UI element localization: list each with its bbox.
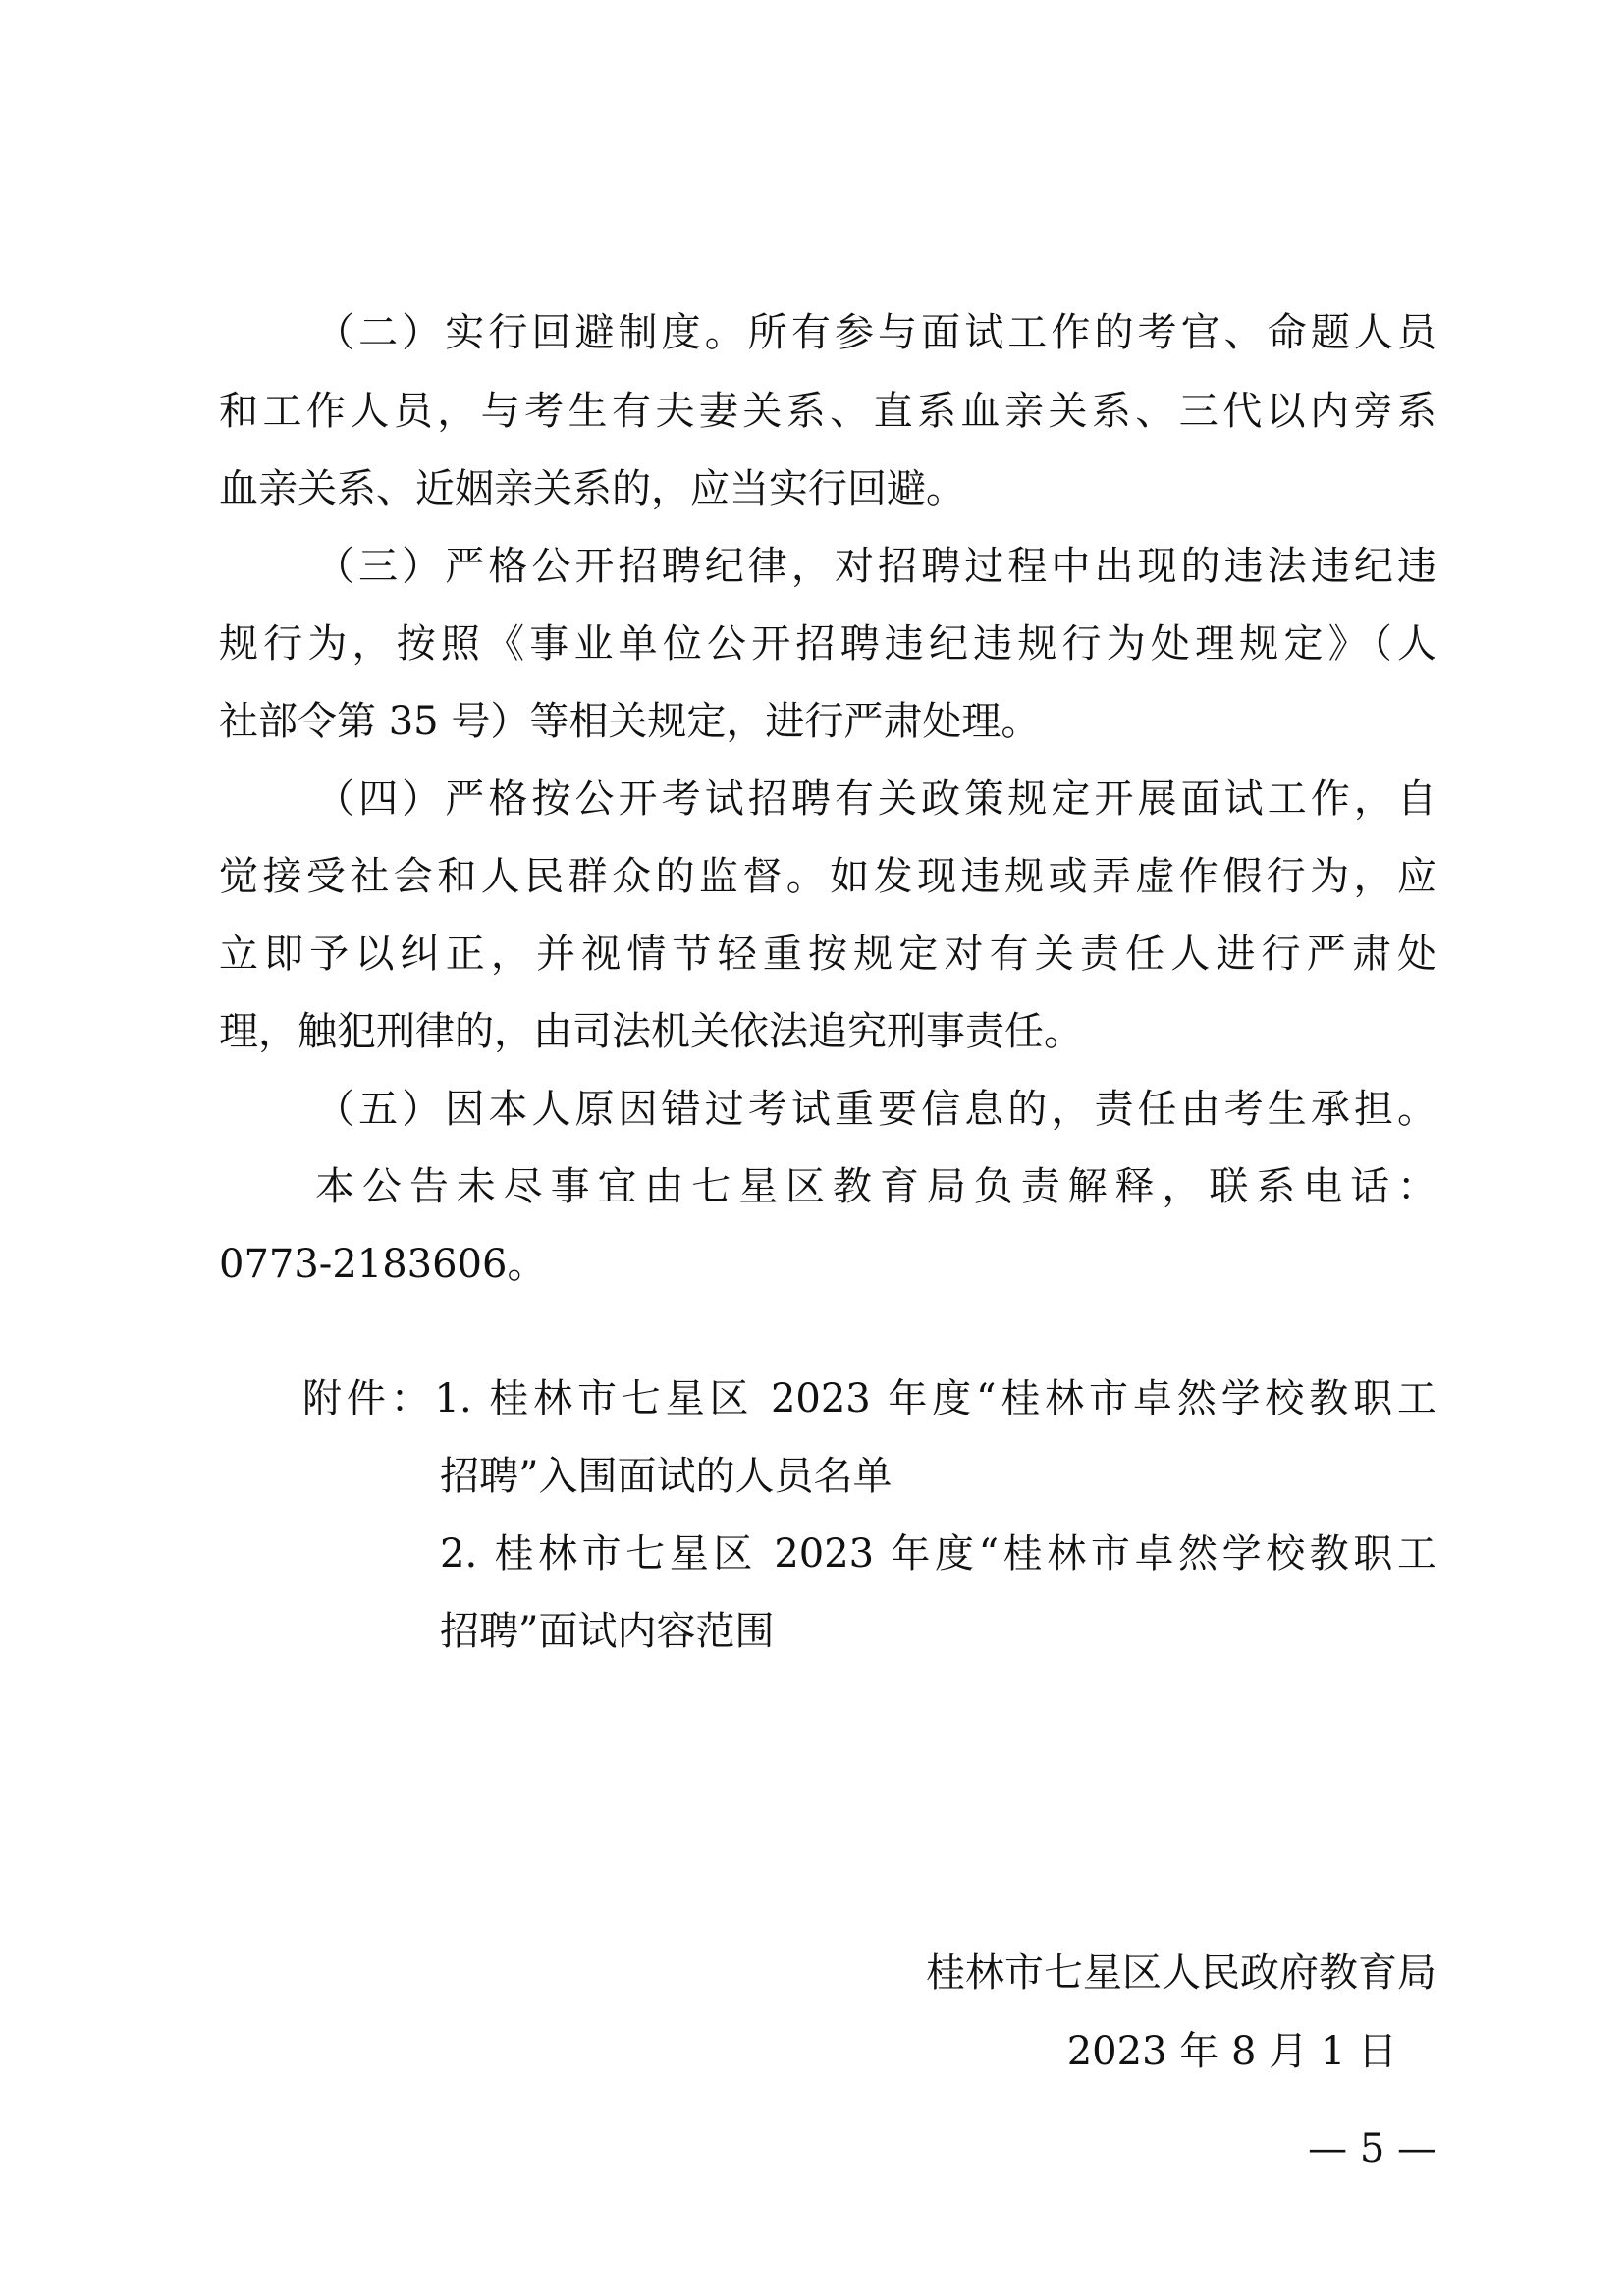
paragraph-line: 规行为，按照《事业单位公开招聘违纪违规行为处理规定》（人 [219, 621, 1436, 667]
page-number: — 5 — [1308, 2126, 1436, 2171]
paragraph-line: 理，触犯刑律的，由司法机关依法追究刑事责任。 [219, 1009, 1083, 1054]
paragraph-line: 立即予以纠正，并视情节轻重按规定对有关责任人进行严肃处 [219, 932, 1436, 977]
attachment-line: 招聘”面试内容范围 [440, 1609, 775, 1654]
paragraph-line: （三）严格公开招聘纪律，对招聘过程中出现的违法违纪违 [315, 544, 1436, 589]
contact-phone-line: 0773-2183606。 [219, 1242, 547, 1287]
paragraph-line: 血亲关系、近姻亲关系的，应当实行回避。 [219, 466, 965, 511]
signature-date: 2023 年 8 月 1 日 [1066, 2029, 1397, 2074]
signature-organization: 桂林市七星区人民政府教育局 [926, 1950, 1436, 1996]
paragraph-line: 和工作人员，与考生有夫妻关系、直系血亲关系、三代以内旁系 [219, 389, 1436, 434]
paragraph-line: 觉接受社会和人民群众的监督。如发现违规或弄虚作假行为，应 [219, 854, 1436, 899]
paragraph-line: （四）严格按公开考试招聘有关政策规定开展面试工作，自 [315, 776, 1436, 822]
paragraph-line: 本公告未尽事宜由七星区教育局负责解释，联系电话： [315, 1164, 1436, 1209]
paragraph-line: （二）实行回避制度。所有参与面试工作的考官、命题人员 [315, 310, 1436, 355]
paragraph-line: （五）因本人原因错过考试重要信息的，责任由考生承担。 [315, 1087, 1436, 1132]
attachment-line: 2. 桂林市七星区 2023 年度“桂林市卓然学校教职工 [440, 1531, 1436, 1576]
attachment-line: 招聘”入围面试的人员名单 [440, 1454, 893, 1499]
attachment-line: 附件：1. 桂林市七星区 2023 年度“桂林市卓然学校教职工 [302, 1376, 1436, 1421]
paragraph-line: 社部令第 35 号）等相关规定，进行严肃处理。 [219, 699, 1041, 744]
